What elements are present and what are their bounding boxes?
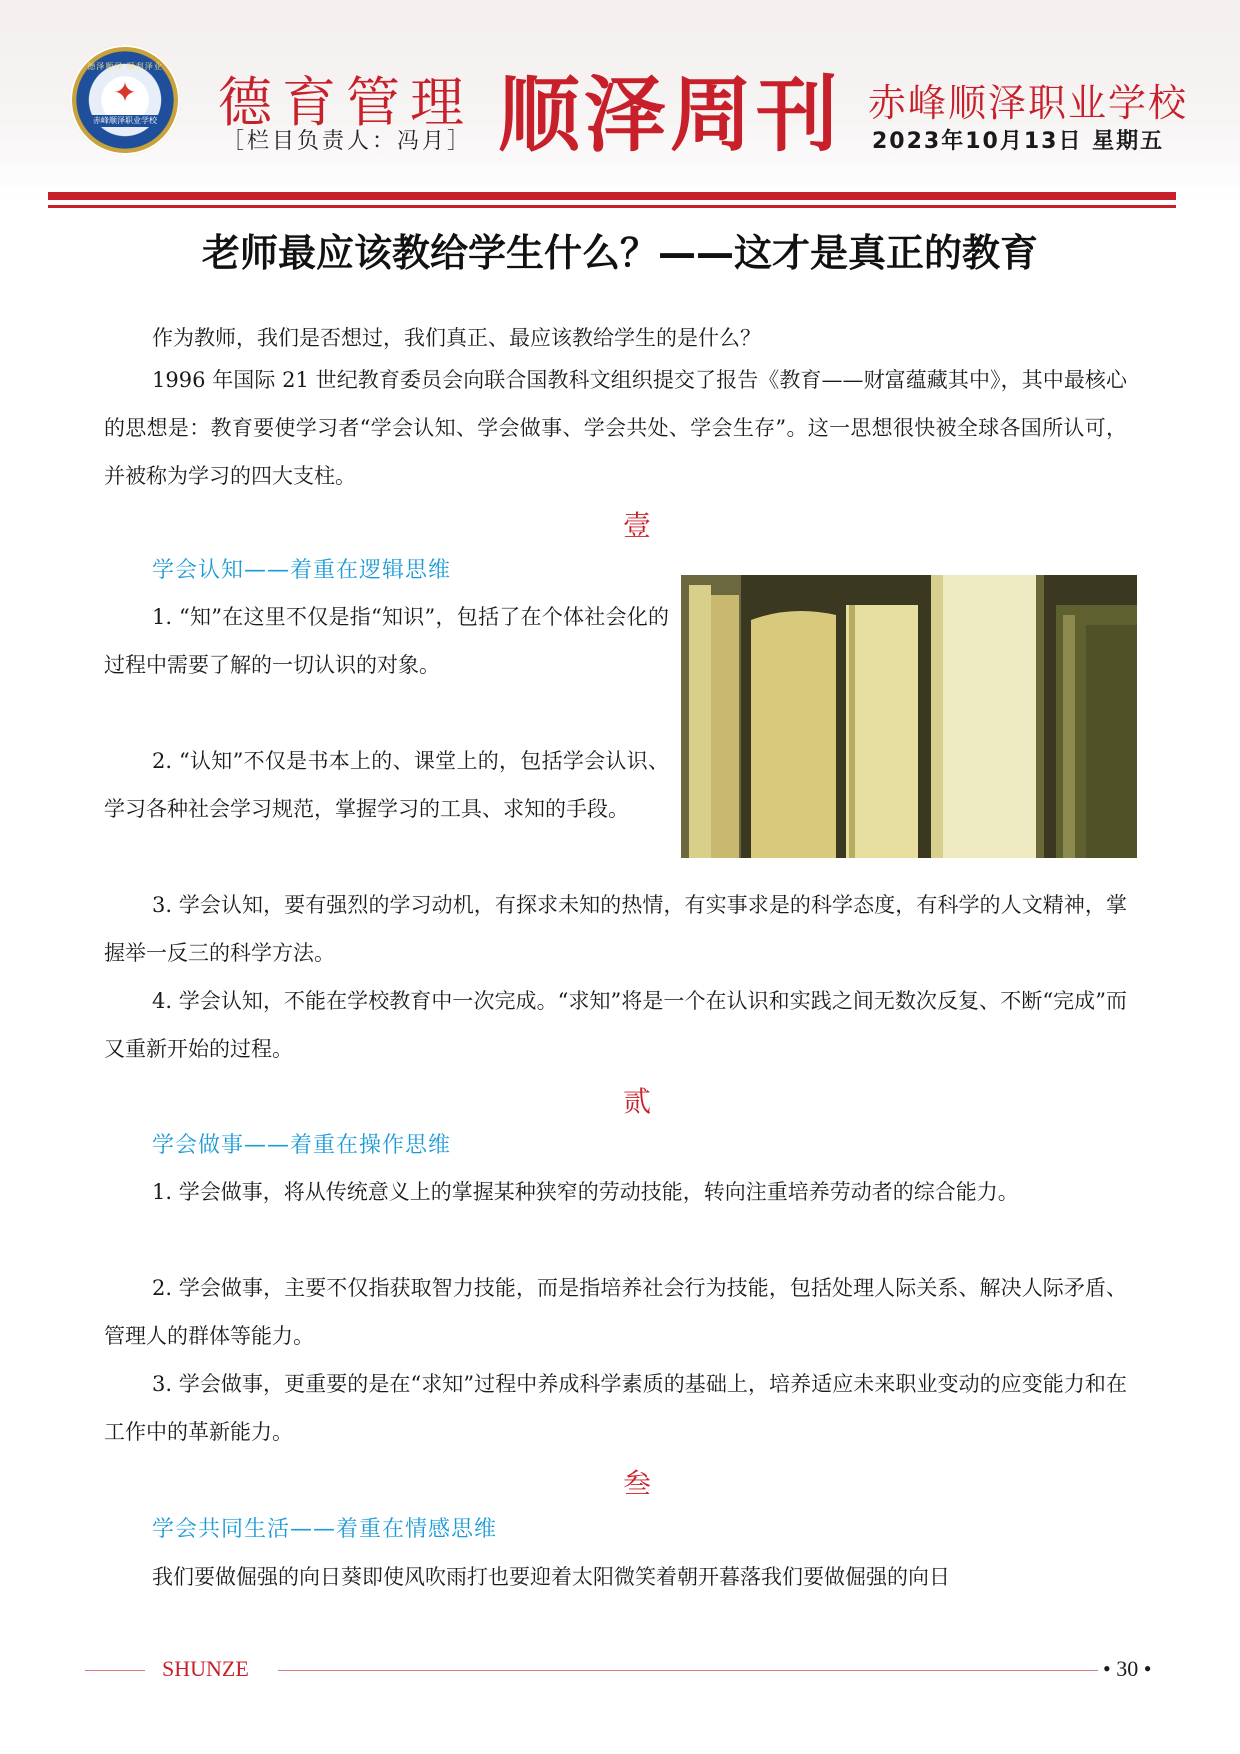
column-editor: ［栏目负责人：冯月］ [222,129,473,154]
footer-rule-right [278,1670,1098,1671]
body-paragraph: 3. 学会做事，更重要的是在“求知”过程中养成科学素质的基础上，培养适应未来职业变动的应变能力和在工作中的革新能力。 [104,1372,1127,1444]
logo-band-text: 赤峰顺泽职业学校 [87,115,163,127]
body-paragraph: 3. 学会认知，要有强烈的学习动机，有探求未知的热情，有实事求是的科学态度，有科学的人文精神，掌握举一反三的科学方法。 [104,893,1127,965]
body-paragraph: 2. 学会做事，主要不仅指获取智力技能，而是指培养社会行为技能，包括处理人际关系、解决人际矛盾、管理人的群体等能力。 [104,1276,1127,1348]
logo-ring-text: 德泽顺泽 顺利泽业 [87,62,163,71]
masthead-title: 顺泽周刊 [498,68,843,163]
section-numeral: 叁 [622,1467,651,1500]
page-number: • 30 • [1103,1656,1152,1681]
section-numeral: 贰 [622,1085,651,1118]
books-photo [681,575,1137,858]
intro-paragraph: 1996 年国际 21 世纪教育委员会向联合国教科文组织提交了报告《教育——财富蕴藏其中》，其中最核心的思想是：教育要使学习者“学会认知、学会做事、学会共处、学会生存”。这一思想很快被全球各国所认可，并被称为学习的四大支柱。 [104,368,1127,488]
logo-figure-icon: ✦ [113,76,137,109]
books-illustration [681,575,1137,858]
section-name: 德育管理 [218,71,474,134]
section-heading: 学会做事——着重在操作思维 [152,1133,452,1158]
body-paragraph: 1. “知”在这里不仅是指“知识”，包括了在个体社会化的过程中需要了解的一切认识的对象。 [104,605,669,677]
school-name: 赤峰顺泽职业学校 [868,81,1189,125]
school-emblem-icon [70,45,180,155]
body-paragraph: 4. 学会认知，不能在学校教育中一次完成。“求知”将是一个在认识和实践之间无数次反复、不断“完成”而又重新开始的过程。 [104,989,1127,1061]
section-numeral: 壹 [622,509,651,542]
body-paragraph: 1. 学会做事，将从传统意义上的掌握某种狭窄的劳动技能，转向注重培养劳动者的综合能力。 [152,1180,1019,1204]
footer-label: SHUNZE [162,1656,249,1681]
header-rule-thick [48,192,1176,200]
section-heading: 学会共同生活——着重在情感思维 [152,1517,498,1542]
header-rule-thin [48,205,1176,208]
body-paragraph: 2. “认知”不仅是书本上的、课堂上的，包括学会认识、学习各种社会学习规范，掌握学习的工具、求知的手段。 [104,749,669,821]
body-paragraph: 我们要做倔强的向日葵即使风吹雨打也要迎着太阳微笑着朝开暮落我们要做倔强的向日 [152,1565,950,1589]
section-heading: 学会认知——着重在逻辑思维 [152,558,452,583]
article-title: 老师最应该教给学生什么？——这才是真正的教育 [201,231,1038,275]
footer-rule-left [85,1670,145,1671]
intro-paragraph: 作为教师，我们是否想过，我们真正、最应该教给学生的是什么？ [152,326,761,350]
issue-date: 2023年10月13日 星期五 [872,129,1165,154]
